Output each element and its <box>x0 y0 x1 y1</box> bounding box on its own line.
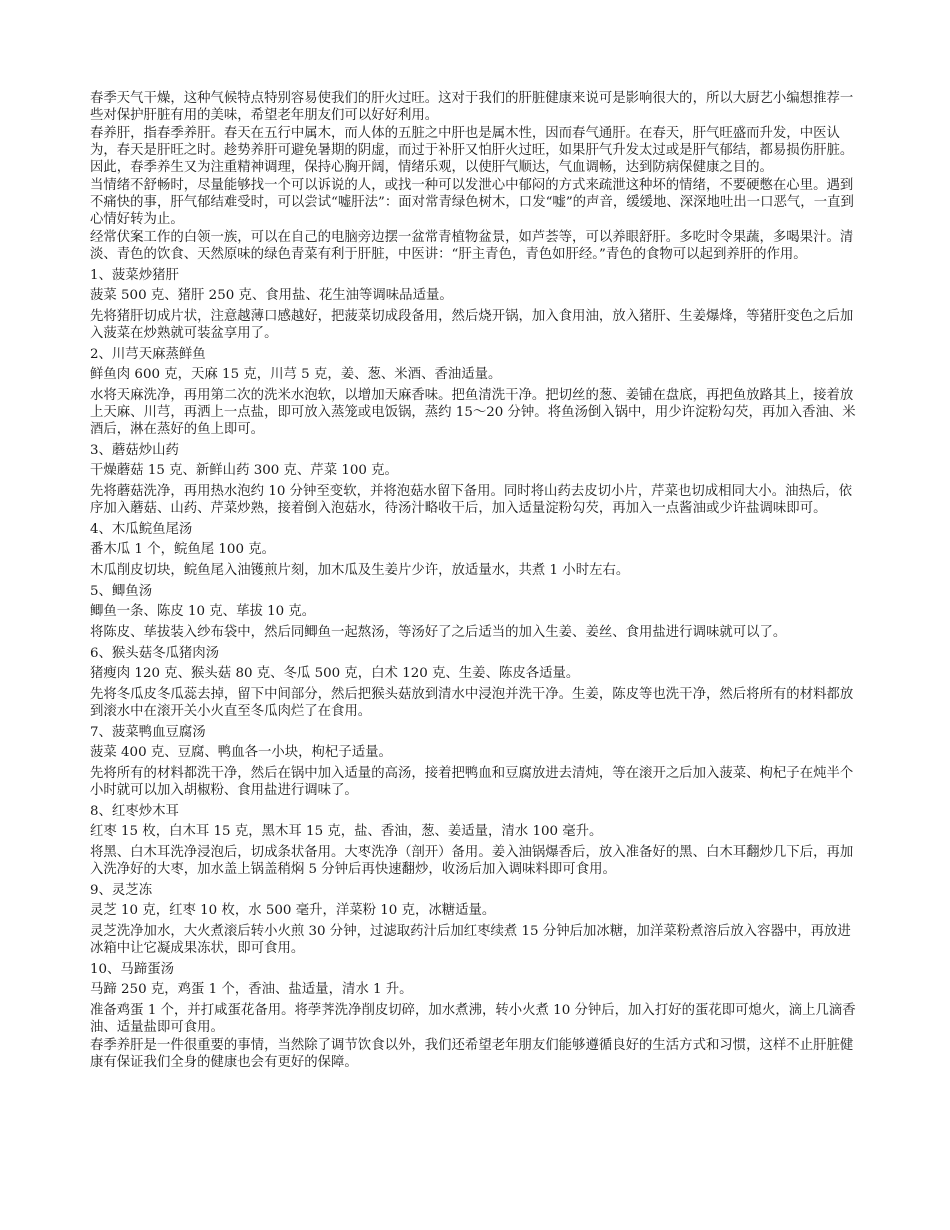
recipe-ingredients: 菠菜 400 克、豆腐、鸭血各一小块，枸杞子适量。 <box>90 745 392 760</box>
document-page <box>90 90 858 1072</box>
recipe-section <box>90 346 858 438</box>
recipe-ingredients: 马蹄 250 克，鸡蛋 1 个，香油、盐适量，清水 1 升。 <box>90 982 413 997</box>
recipe-section <box>90 724 858 799</box>
recipe-steps: 将陈皮、荜拔装入纱布袋中，然后同鲫鱼一起熬汤，等汤好了之后适当的加入生姜、姜丝、食用盐进行调味就可以了。 <box>90 625 787 640</box>
recipe-section <box>90 882 858 957</box>
recipe-section <box>90 442 858 517</box>
intro-paragraph: 当情绪不舒畅时，尽量能够找一个可以诉说的人，或找一种可以发泄心中郁闷的方式来疏泄这种坏的情绪，不要硬憋在心里。遇到不痛快的事，肝气郁结难受时，可以尝试“嘘肝法”：面对常青绿色树木，口发“嘘”的声音，缓缓地、深深地吐出一口恶气，一直到心情好转为止。 <box>90 178 854 227</box>
recipe-ingredients: 番木瓜 1 个，鲩鱼尾 100 克。 <box>90 542 276 557</box>
recipe-ingredients: 红枣 15 枚，白木耳 15 克，黑木耳 15 克，盐、香油，葱、姜适量，清水 100 毫升。 <box>90 824 603 839</box>
recipe-ingredients: 鲜鱼肉 600 克，天麻 15 克，川芎 5 克，姜、葱、米酒、香油适量。 <box>90 367 502 382</box>
recipe-steps: 先将冬瓜皮冬瓜蕊去掉，留下中间部分，然后把猴头菇放到清水中浸泡并洗干净。生姜，陈皮等也洗干净，然后将所有的材料都放到滚水中在滚开关小火直至冬瓜肉烂了在食用。 <box>90 687 854 719</box>
recipe-section <box>90 645 858 720</box>
recipe-ingredients: 猪瘦肉 120 克、猴头菇 80 克、冬瓜 500 克，白术 120 克、生姜、陈皮各适量。 <box>90 666 580 681</box>
recipe-section <box>90 961 858 1036</box>
recipe-steps: 将黑、白木耳洗净浸泡后，切成条状备用。大枣洗净（剖开）备用。姜入油锅爆香后，放入准备好的黑、白木耳翻炒几下后，再加入洗净好的大枣，加水盖上锅盖稍焖 5 分钟后再快速翻炒，收汤后加入调味料即可食用。 <box>90 845 854 877</box>
recipe-section <box>90 267 858 342</box>
recipe-title: 10、马蹄蛋汤 <box>90 962 174 977</box>
recipe-steps: 准备鸡蛋 1 个，并打咸蛋花备用。将荸荠洗净削皮切碎，加水煮沸，转小火煮 10 分钟后，加入打好的蛋花即可熄火，滴上几滴香油、适量盐即可食用。 <box>90 1003 856 1035</box>
recipe-title: 7、菠菜鸭血豆腐汤 <box>90 725 206 740</box>
recipe-title: 1、菠菜炒猪肝 <box>90 268 179 283</box>
recipe-ingredients: 灵芝 10 克，红枣 10 枚，水 500 毫升，洋菜粉 10 克，冰糖适量。 <box>90 903 496 918</box>
recipe-title: 5、鲫鱼汤 <box>90 584 153 599</box>
intro-paragraph: 春养肝，指春季养肝。春天在五行中属木，而人体的五脏之中肝也是属木性，因而春气通肝。在春天，肝气旺盛而升发，中医认为，春天是肝旺之时。趁势养肝可避免暑期的阴虚，而过于补肝又怕肝火过旺，如果肝气升发太过或是肝气郁结，都易损伤肝脏。因此，春季养生又为注重精神调理，保持心胸开阔，情绪乐观，以使肝气顺达，气血调畅，达到防病保健康之目的。 <box>90 126 854 175</box>
recipe-ingredients: 鲫鱼一条、陈皮 10 克、荜拔 10 克。 <box>90 604 316 619</box>
closing-paragraph: 春季养肝是一件很重要的事情，当然除了调节饮食以外，我们还希望老年朋友们能够遵循良好的生活方式和习惯，这样不止肝脏健康有保证我们全身的健康也会有更好的保障。 <box>90 1038 854 1070</box>
intro-paragraph: 春季天气干燥，这种气候特点特别容易使我们的肝火过旺。这对于我们的肝脏健康来说可是影响很大的，所以大厨艺小编想推荐一些对保护肝脏有用的美味，希望老年朋友们可以好好利用。 <box>90 91 854 123</box>
intro-paragraph: 经常伏案工作的白领一族，可以在自己的电脑旁边摆一盆常青植物盆景，如芦荟等，可以养眼舒肝。多吃时令果蔬，多喝果汁。清淡、青色的饮食、天然原味的绿色青菜有利于肝脏，中医讲：“肝主青色，青色如肝经。”青色的食物可以起到养肝的作用。 <box>90 230 854 262</box>
recipe-steps: 先将猪肝切成片状，注意越薄口感越好，把菠菜切成段备用，然后烧开锅，加入食用油，放入猪肝、生姜爆烽，等猪肝变色之后加入菠菜在炒熟就可装盆享用了。 <box>90 309 854 341</box>
recipe-title: 6、猴头菇冬瓜猪肉汤 <box>90 646 220 661</box>
recipe-section <box>90 583 858 641</box>
recipe-section <box>90 521 858 579</box>
recipe-title: 4、木瓜鲩鱼尾汤 <box>90 522 193 537</box>
recipe-title: 2、川芎天麻蒸鲜鱼 <box>90 347 206 362</box>
recipe-title: 8、红枣炒木耳 <box>90 804 179 819</box>
recipe-section <box>90 803 858 878</box>
recipe-title: 3、蘑菇炒山药 <box>90 443 179 458</box>
recipe-steps: 先将蘑菇洗净，再用热水泡约 10 分钟至变软，并将泡菇水留下备用。同时将山药去皮切小片，芹菜也切成相同大小。油热后，依序加入蘑菇、山药、芹菜炒熟，接着倒入泡菇水，待汤汁略收干后，加入适量淀粉勾芡，再加入一点酱油或少许盐调味即可。 <box>90 484 853 516</box>
recipe-ingredients: 干燥蘑菇 15 克、新鲜山药 300 克、芹菜 100 克。 <box>90 463 398 478</box>
recipe-ingredients: 菠菜 500 克、猪肝 250 克、食用盐、花生油等调味品适量。 <box>90 288 453 303</box>
recipe-title: 9、灵芝冻 <box>90 883 153 898</box>
recipe-steps: 先将所有的材料都洗干净，然后在锅中加入适量的高汤，接着把鸭血和豆腐放进去清炖，等在滚开之后加入菠菜、枸杞子在炖半个小时就可以加入胡椒粉、食用盐进行调味了。 <box>90 766 854 798</box>
recipe-steps: 灵芝洗净加水，大火煮滚后转小火煎 30 分钟，过滤取药汁后加红枣续煮 15 分钟后加冰糖，加洋菜粉煮溶后放入容器中，再放进冰箱中让它凝成果冻状，即可食用。 <box>90 924 851 956</box>
recipe-steps: 木瓜削皮切块，鲩鱼尾入油镬煎片刻，加木瓜及生姜片少许，放适量水，共煮 1 小时左右。 <box>90 563 630 578</box>
recipe-steps: 水将天麻洗净，再用第二次的洗米水泡软，以增加天麻香味。把鱼清洗干净。把切丝的葱、姜铺在盘底，再把鱼放路其上，接着放上天麻、川芎，再洒上一点盐，即可放入蒸笼或电饭锅，蒸约 15～20 分钟。将鱼汤倒入锅中，用少许淀粉勾芡，再加入香油、米酒后，淋在蒸好的鱼上即可。 <box>90 388 856 437</box>
